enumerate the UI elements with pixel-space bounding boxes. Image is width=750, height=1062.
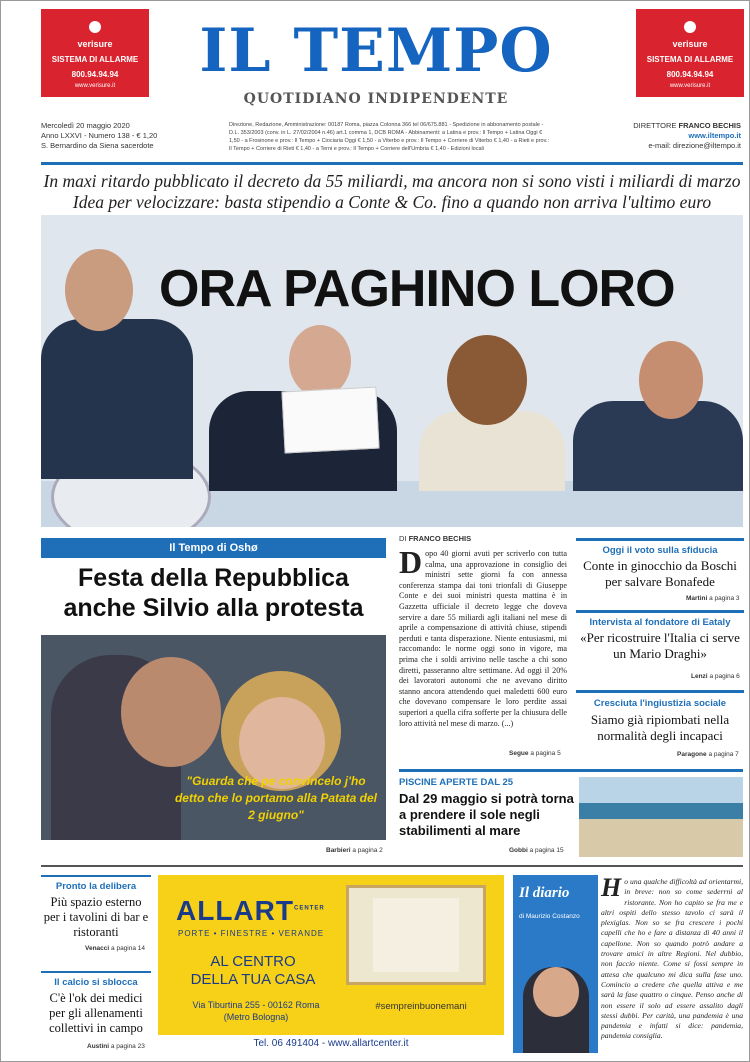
sidebar-kicker-1: Oggi il voto sulla sfiducia [602,545,718,556]
issue-info [41,121,157,151]
person-conte-head [65,249,133,331]
allart-phone[interactable]: Tel. 06 491404 - www.allartcenter.it [158,1033,504,1053]
ad-url: www.verisure.it [74,83,116,89]
allart-address-1: Via Tiburtina 255 - 00162 Roma [192,1000,320,1010]
festa-headline-line2: anche Silvio alla protesta [63,594,364,622]
left-headline-2[interactable]: C'è l'ok dei medici per gli allenamenti collettivi in campo [49,991,143,1035]
credit-page: a pagina 7 [708,751,739,758]
allart-centro-2: DELLA TUA CASA [190,971,316,988]
sidebar-headline-2[interactable]: «Per ricostruire l'Italia ci serve un Mario Draghi» [580,630,740,661]
piscine-credit[interactable] [509,847,564,854]
diario-title: Il diario [519,885,570,901]
diario-byline: di Maurizio Costanzo [519,913,580,920]
editorial-body[interactable] [399,544,567,729]
festa-kicker: Il Tempo di Oshø [169,542,258,554]
festa-headline-line1: Festa della Repubblica [78,564,349,592]
issue-number: Anno LXXVI - Numero 138 - € 1,20 [41,131,158,140]
ad-brand: verisure [672,39,708,49]
person-conte [41,319,193,479]
piscine-kicker: PISCINE APERTE DAL 25 [399,777,514,788]
allart-address-2: (Metro Bologna) [223,1012,289,1022]
allart-sub: PORTE • FINESTRE • VERANDE [178,929,325,938]
person-catalfo-head [447,335,527,425]
ad-verisure-left[interactable] [41,9,149,97]
verisure-logo-icon [89,21,101,33]
byline-name: FRANCO BECHIS [408,534,472,543]
festa-credit[interactable] [326,847,383,854]
credit-name: Austini [87,1043,110,1050]
credit-name: Martini [686,595,708,602]
sea-shape [579,803,743,819]
allart-centro [178,953,328,989]
sidebar-rule-1 [576,538,744,541]
diario-body[interactable] [601,873,743,1042]
diario-box[interactable] [513,875,598,1053]
saint-of-day: S. Bernardino da Siena sacerdote [41,141,154,150]
editorial-text: opo 40 giorni avuti per scriverlo con tutta calma, una approvazione in consiglio dei ministri sette giorni fa con annessa conferenza stampa dai toni trionfali di Giuseppe Conte e dei suoi ministri questa mattina è in Gazzetta ufficiale il decreto legge che doveva servire a dare 55 miliardi agli italiani nel mese di aprile a compensazione di attività chiuse, stipendi perduti e tanta disperazione. Niente entusiasmi, mi raccomando: le norme oggi sono in vigore, ma prima che i soldi arrivino nelle tasche a chi sono diretti, passeranno altre settimane. Ad oggi il 20% dei lavoratori autonomi che ne avevano diritto stanno ancora attendendo quei maledetti 600 euro che dovevano compensare le loro perdite assai superiori a quella cifra sofferte per la chiusura delle loro attività nel mese di marzo. (...) [399,549,567,728]
hero-headline: ORA PAGHINO LORO [159,260,675,318]
hero-photo[interactable] [41,215,743,527]
credit-name: Paragone [677,751,707,758]
diario-text: o una qualche difficoltà ad orientarmi, in breve: non so come sederrni al ristorante. Non ho capito se fra me e altri ospiti dello stesso tavolo ci sarà il plexiglas. Non so se fra crescere i pochi capelli che ho e fare a distanza di 40 anni il capellone. Non so quando potrò andare a trovare amici in altre Regioni. Nel dubbio, non faccio niente. Come si fossi sempre in attesa che qualcuno mi dica sulla fase uno. Comincio a credere che quella attiva e me sarà la fase quattro o cinque. Penso anche di non essere il solo ad essere assalito dagli stessi dubbi. Per carità, una pandemia è una pandemia e infatti si dice: pandemia, pandemia consiglia. [601,877,743,1041]
sidebar-credit-1[interactable] [686,595,740,602]
colophon: Direzione, Redazione, Amministrazione: 00187 Roma, piazza Colonna 366 tel 06/675.881 - Spedizione in abbonamento postale - D.L. 353/2003 (conv. in L. 27/02/2004 n.46) art.1 comma 1, DCB ROMA - Abbinamenti: a Latina e prov.: Il Tempo + Latina Oggi € 1,50 - a Frosinone e prov.: Il Tempo + Ciociaria Oggi € 1,50 - a Viterbo e prov.: Il Tempo + Corriere di Viterbo € 1,40 - a Rieti e prov.: Il Tempo + Corriere di Rieti € 1,40 - a Terni e prov.: Il Tempo + Corriere dell'Umbria € 1,40 - Edizioni locali [229,122,549,152]
festa-photo[interactable] [41,635,386,840]
ad-line1: SISTEMA DI ALLARME [51,55,139,64]
credit-name: Barbieri [326,847,351,854]
festa-headline[interactable] [41,563,386,623]
dropcap: D [399,544,423,580]
ad-verisure-right[interactable] [636,9,744,97]
allart-hashtag: #sempreinbuonemani [375,1001,467,1012]
director-info [601,121,741,151]
director-name: FRANCO BECHIS [678,121,741,130]
site-link[interactable]: www.iltempo.it [688,131,741,140]
person-salvini-head [121,657,221,767]
sidebar-headline-3[interactable]: Siamo già ripiombati nella normalità degli incapaci [590,712,730,743]
left-credit-1[interactable] [85,945,145,952]
sidebar-kicker-2: Intervista al fondatore di Eataly [589,617,731,628]
left-kicker-2: Il calcio si sblocca [54,977,138,988]
person-gualtieri-head [289,325,351,397]
masthead-tagline: QUOTIDIANO INDIPENDENTE [243,91,509,107]
allart-address [176,999,336,1023]
ad-phone: 800.94.94.94 [666,70,714,79]
verisure-logo-icon [684,21,696,33]
sidebar-rule-2 [576,610,744,613]
credit-page: a pagina 14 [111,945,146,952]
left-rule-2 [41,971,151,973]
credit-name: Gobbi [509,847,528,854]
editorial-byline [399,534,471,543]
credit-name: Venacci [85,945,110,952]
person-patuanelli-head [639,341,703,419]
subhead-1: In maxi ritardo pubblicato il decreto da 55 miliardi, ma ancora non si sono visti i miliardi di marzo [43,171,741,191]
festa-quote: "Guarda che pe convincelo j'ho detto che lo portamo alla Patata del 2 giugno" [174,774,378,822]
sidebar-rule-3 [576,690,744,693]
ad-url: www.verisure.it [669,83,711,89]
byline-prefix: DI [399,534,407,543]
piscine-rule [399,769,743,772]
ad-brand: verisure [77,39,113,49]
ad-phone: 800.94.94.94 [71,70,119,79]
follow-page: a pagina 5 [530,750,561,757]
credit-page: a pagina 6 [709,673,740,680]
sidebar-credit-3[interactable] [677,751,739,758]
editorial-follow[interactable] [509,750,561,757]
allart-centro-1: AL CENTRO [210,953,296,970]
diario-dropcap: H [601,873,622,902]
window-image-icon [346,885,486,985]
credit-page: a pagina 15 [529,847,564,854]
masthead-title: IL TEMPO [199,16,553,86]
credit-page: a pagina 3 [709,595,740,602]
header-rule [41,162,743,165]
left-kicker-1: Pronto la delibera [55,881,137,892]
credit-name: Lenzi [691,673,708,680]
follow-name: Segue [509,750,529,757]
author-portrait-head [533,967,579,1017]
credit-page: a pagina 2 [352,847,383,854]
director-label: DIRETTORE [633,121,677,130]
allart-logo-tag: CENTER [293,905,325,912]
allart-logo [176,895,325,927]
window-view [373,898,459,972]
left-credit-2[interactable] [87,1043,145,1050]
ad-line1: SISTEMA DI ALLARME [646,55,734,64]
email-link[interactable]: e-mail: direzione@iltempo.it [648,141,741,150]
sky-shape [579,777,743,803]
paper-sheet [281,387,379,454]
left-rule-1 [41,875,151,877]
sidebar-kicker-3: Cresciuta l'ingiustizia sociale [593,698,727,709]
left-headline-1[interactable]: Più spazio esterno per i tavolini di bar e ristoranti [43,895,149,939]
piscine-headline[interactable]: Dal 29 maggio si potrà torna a prendere il sole negli stabilimenti al mare [399,791,574,838]
sidebar-credit-2[interactable] [691,673,740,680]
sand-shape [579,819,743,857]
subhead-2: Idea per velocizzare: basta stipendio a Conte & Co. fino a quando non arriva l'ultimo euro [72,192,712,212]
ad-allart[interactable] [158,875,504,1053]
credit-page: a pagina 23 [110,1043,145,1050]
beach-photo[interactable] [579,777,743,857]
sidebar-headline-1[interactable]: Conte in ginocchio da Boschi per salvare Bonafede [583,558,737,589]
issue-date: Mercoledì 20 maggio 2020 [41,121,130,130]
allart-logo-text: ALLART [176,895,294,926]
bottom-section-rule [41,865,743,867]
